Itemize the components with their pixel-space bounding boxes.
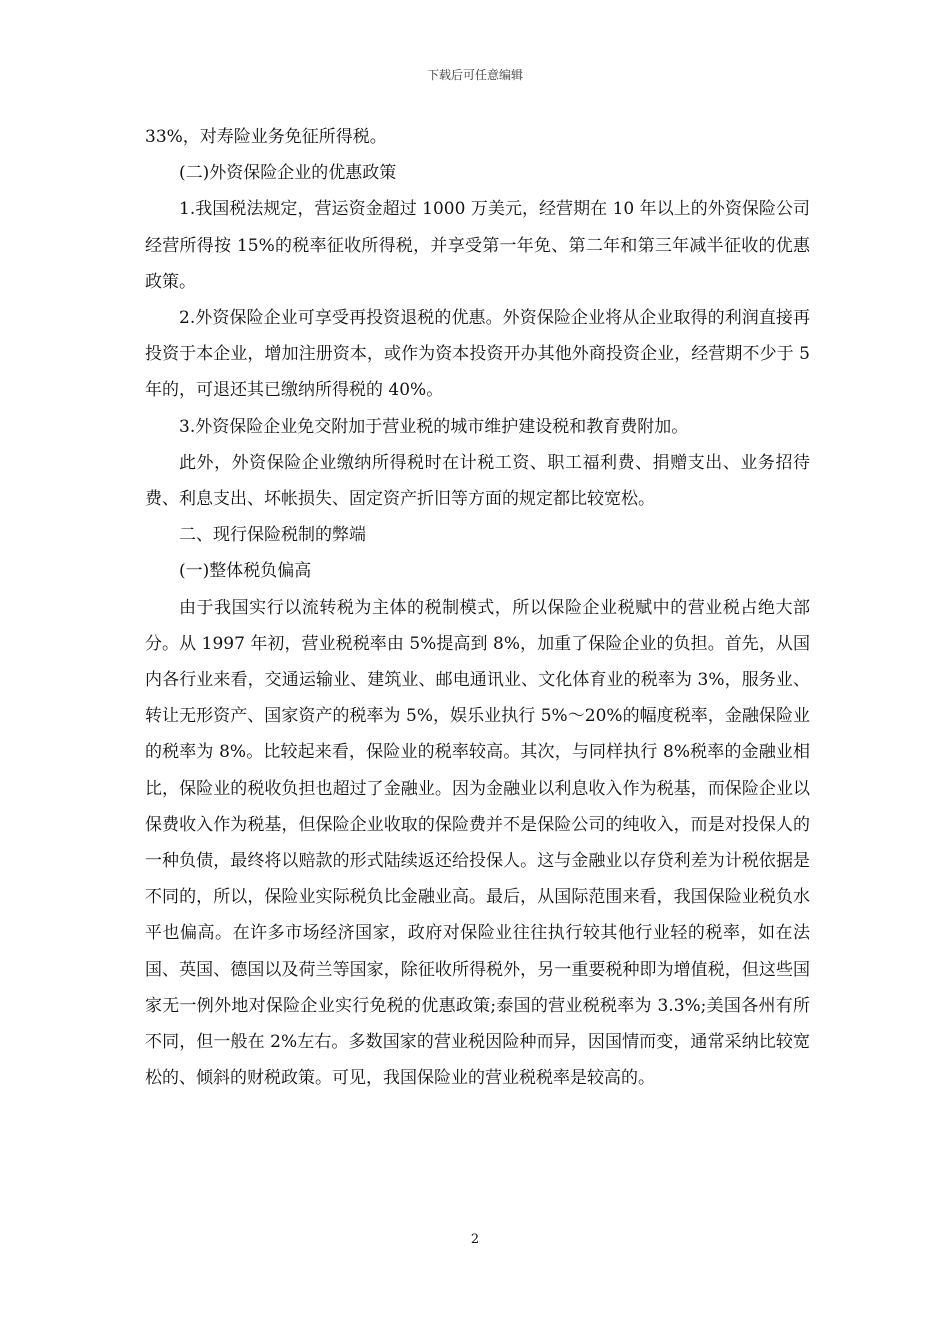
section-heading: (一)整体税负偏高 (179, 561, 312, 582)
paragraph: 此外，外资保险企业缴纳所得税时在计税工资、职工福利费、捐赠支出、业务招待费、利息支出、坏帐损失、固定资产折旧等方面的规定都比较宽松。 (145, 452, 810, 510)
document-body (145, 119, 810, 1096)
section-heading: 二、现行保险税制的弊端 (179, 525, 366, 546)
page-header: 下载后可任意编辑 (426, 68, 523, 82)
paragraph: 33%，对寿险业务免征所得税。 (145, 127, 387, 147)
section-heading: (二)外资保险企业的优惠政策 (179, 163, 397, 184)
paragraph: 由于我国实行以流转税为主体的税制模式，所以保险企业税赋中的营业税占绝大部分。从 1997 年初，营业税税率由 5%提高到 8%，加重了保险企业的负担。首先，从国内各行业来看，交通运输业、建筑业、邮电通讯业、文化体育业的税率为 3%，服务业、转让无形资产、国家资产的税率为 5%，娱乐业执行 5%～20%的幅度税率，金融保险业的税率为 8%。比较起来看，保险业的税率较高。其次，与同样执行 8%税率的金融业相比，保险业的税收负担也超过了金融业。因为金融业以利息收入作为税基，而保险企业以保费收入作为税基，但保险企业收取的保险费并不是保险公司的纯收入，而是对投保人的一种负债，最终将以赔款的形式陆续返还给投保人。这与金融业以存贷利差为计税依据是不同的，所以，保险业实际税负比金融业高。最后，从国际范围来看，我国保险业税负水平也偏高。在许多市场经济国家，政府对保险业往往执行较其他行业轻的税率，如在法国、英国、德国以及荷兰等国家，除征收所得税外，另一重要税种即为增值税，但这些国家无一例外地对保险企业实行免税的优惠政策;泰国的营业税税率为 3.3%;美国各州有所不同，但一般在 2%左右。多数国家的营业税因险种而异，因国情而变，通常采纳比较宽松的、倾斜的财税政策。可见，我国保险业的营业税税率是较高的。 (145, 597, 810, 1089)
page-number: 2 (470, 1232, 480, 1247)
paragraph: 3.外资保险企业免交附加于营业税的城市维护建设税和教育费附加。 (179, 416, 689, 437)
paragraph: 2.外资保险企业可享受再投资退税的优惠。外资保险企业将从企业取得的利润直接再投资于本企业，增加注册资本，或作为资本投资开办其他外商投资企业，经营期不少于 5 年的，可退还其已缴纳所得税的 40%。 (145, 308, 810, 401)
paragraph: 1.我国税法规定，营运资金超过 1000 万美元，经营期在 10 年以上的外资保险公司经营所得按 15%的税率征收所得税，并享受第一年免、第二年和第三年减半征收的优惠政策。 (145, 199, 810, 292)
